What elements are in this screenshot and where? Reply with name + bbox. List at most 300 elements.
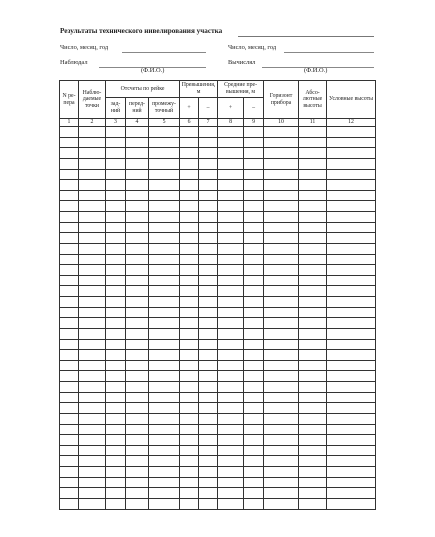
table-cell[interactable] <box>244 382 264 393</box>
table-cell[interactable] <box>126 339 149 350</box>
table-cell[interactable] <box>199 297 218 308</box>
table-cell[interactable] <box>244 371 264 382</box>
table-cell[interactable] <box>126 254 149 265</box>
table-cell[interactable] <box>299 254 327 265</box>
table-cell[interactable] <box>199 488 218 499</box>
table-cell[interactable] <box>180 169 199 180</box>
table-cell[interactable] <box>299 318 327 329</box>
table-cell[interactable] <box>149 243 180 254</box>
table-cell[interactable] <box>126 222 149 233</box>
table-cell[interactable] <box>180 350 199 361</box>
table-cell[interactable] <box>264 456 299 467</box>
table-cell[interactable] <box>60 328 79 339</box>
table-cell[interactable] <box>327 360 376 371</box>
table-cell[interactable] <box>180 297 199 308</box>
table-cell[interactable] <box>264 265 299 276</box>
table-cell[interactable] <box>149 339 180 350</box>
table-cell[interactable] <box>149 148 180 159</box>
table-cell[interactable] <box>106 233 126 244</box>
table-cell[interactable] <box>218 201 244 212</box>
table-cell[interactable] <box>79 371 106 382</box>
table-cell[interactable] <box>199 137 218 148</box>
table-cell[interactable] <box>79 137 106 148</box>
table-cell[interactable] <box>79 477 106 488</box>
table-cell[interactable] <box>264 403 299 414</box>
table-cell[interactable] <box>244 137 264 148</box>
table-cell[interactable] <box>218 360 244 371</box>
table-cell[interactable] <box>60 137 79 148</box>
table-cell[interactable] <box>199 328 218 339</box>
table-cell[interactable] <box>327 328 376 339</box>
table-cell[interactable] <box>327 297 376 308</box>
table-cell[interactable] <box>180 180 199 191</box>
table-cell[interactable] <box>299 233 327 244</box>
table-cell[interactable] <box>218 222 244 233</box>
table-cell[interactable] <box>180 254 199 265</box>
table-cell[interactable] <box>79 148 106 159</box>
table-cell[interactable] <box>244 318 264 329</box>
table-cell[interactable] <box>79 498 106 509</box>
table-cell[interactable] <box>199 477 218 488</box>
table-cell[interactable] <box>244 148 264 159</box>
table-cell[interactable] <box>60 254 79 265</box>
table-cell[interactable] <box>218 297 244 308</box>
table-cell[interactable] <box>327 158 376 169</box>
table-cell[interactable] <box>244 456 264 467</box>
table-cell[interactable] <box>126 212 149 223</box>
table-cell[interactable] <box>218 169 244 180</box>
table-cell[interactable] <box>126 158 149 169</box>
table-cell[interactable] <box>327 190 376 201</box>
table-cell[interactable] <box>60 318 79 329</box>
table-cell[interactable] <box>299 190 327 201</box>
table-cell[interactable] <box>299 467 327 478</box>
table-cell[interactable] <box>218 392 244 403</box>
table-cell[interactable] <box>60 212 79 223</box>
table-cell[interactable] <box>264 222 299 233</box>
table-cell[interactable] <box>299 413 327 424</box>
table-cell[interactable] <box>79 127 106 138</box>
table-cell[interactable] <box>299 243 327 254</box>
table-cell[interactable] <box>180 413 199 424</box>
table-cell[interactable] <box>106 286 126 297</box>
table-cell[interactable] <box>299 403 327 414</box>
table-cell[interactable] <box>199 360 218 371</box>
table-cell[interactable] <box>180 467 199 478</box>
table-cell[interactable] <box>244 243 264 254</box>
table-cell[interactable] <box>244 180 264 191</box>
table-cell[interactable] <box>199 456 218 467</box>
table-cell[interactable] <box>218 488 244 499</box>
table-cell[interactable] <box>60 190 79 201</box>
table-cell[interactable] <box>218 413 244 424</box>
table-cell[interactable] <box>244 403 264 414</box>
table-cell[interactable] <box>60 286 79 297</box>
table-cell[interactable] <box>327 169 376 180</box>
table-cell[interactable] <box>327 307 376 318</box>
table-cell[interactable] <box>60 339 79 350</box>
table-cell[interactable] <box>218 445 244 456</box>
table-cell[interactable] <box>60 498 79 509</box>
table-cell[interactable] <box>218 307 244 318</box>
table-cell[interactable] <box>106 360 126 371</box>
table-cell[interactable] <box>79 413 106 424</box>
table-cell[interactable] <box>149 158 180 169</box>
date-right-line[interactable] <box>284 52 374 53</box>
table-cell[interactable] <box>79 467 106 478</box>
table-cell[interactable] <box>218 190 244 201</box>
table-cell[interactable] <box>218 243 244 254</box>
table-cell[interactable] <box>149 382 180 393</box>
table-cell[interactable] <box>218 498 244 509</box>
table-cell[interactable] <box>149 392 180 403</box>
table-cell[interactable] <box>106 127 126 138</box>
table-cell[interactable] <box>149 371 180 382</box>
table-cell[interactable] <box>106 477 126 488</box>
table-cell[interactable] <box>79 222 106 233</box>
table-cell[interactable] <box>327 488 376 499</box>
table-cell[interactable] <box>299 328 327 339</box>
table-cell[interactable] <box>327 371 376 382</box>
table-cell[interactable] <box>180 243 199 254</box>
table-cell[interactable] <box>244 233 264 244</box>
table-cell[interactable] <box>60 148 79 159</box>
table-cell[interactable] <box>126 371 149 382</box>
table-cell[interactable] <box>149 424 180 435</box>
table-cell[interactable] <box>299 392 327 403</box>
table-cell[interactable] <box>264 371 299 382</box>
table-cell[interactable] <box>106 180 126 191</box>
table-cell[interactable] <box>244 275 264 286</box>
table-cell[interactable] <box>126 424 149 435</box>
table-cell[interactable] <box>126 456 149 467</box>
table-cell[interactable] <box>327 498 376 509</box>
table-cell[interactable] <box>264 148 299 159</box>
table-cell[interactable] <box>149 360 180 371</box>
table-cell[interactable] <box>299 286 327 297</box>
table-cell[interactable] <box>199 339 218 350</box>
table-cell[interactable] <box>149 307 180 318</box>
table-cell[interactable] <box>264 254 299 265</box>
table-cell[interactable] <box>244 424 264 435</box>
table-cell[interactable] <box>180 435 199 446</box>
table-cell[interactable] <box>327 233 376 244</box>
table-cell[interactable] <box>106 275 126 286</box>
table-cell[interactable] <box>79 297 106 308</box>
table-cell[interactable] <box>126 392 149 403</box>
table-cell[interactable] <box>60 488 79 499</box>
table-cell[interactable] <box>299 212 327 223</box>
table-cell[interactable] <box>126 498 149 509</box>
table-cell[interactable] <box>199 233 218 244</box>
table-cell[interactable] <box>126 190 149 201</box>
table-cell[interactable] <box>126 286 149 297</box>
table-cell[interactable] <box>60 158 79 169</box>
table-cell[interactable] <box>244 286 264 297</box>
table-cell[interactable] <box>180 488 199 499</box>
table-cell[interactable] <box>199 158 218 169</box>
table-cell[interactable] <box>149 212 180 223</box>
table-cell[interactable] <box>79 435 106 446</box>
table-cell[interactable] <box>126 297 149 308</box>
title-blank-line[interactable] <box>238 36 374 37</box>
table-cell[interactable] <box>79 328 106 339</box>
table-cell[interactable] <box>106 392 126 403</box>
table-cell[interactable] <box>218 286 244 297</box>
table-cell[interactable] <box>106 137 126 148</box>
table-cell[interactable] <box>79 233 106 244</box>
table-cell[interactable] <box>180 265 199 276</box>
table-cell[interactable] <box>149 445 180 456</box>
table-cell[interactable] <box>126 180 149 191</box>
table-cell[interactable] <box>106 498 126 509</box>
table-cell[interactable] <box>327 148 376 159</box>
table-cell[interactable] <box>106 243 126 254</box>
table-cell[interactable] <box>218 275 244 286</box>
table-cell[interactable] <box>79 212 106 223</box>
table-cell[interactable] <box>264 488 299 499</box>
table-cell[interactable] <box>180 328 199 339</box>
table-cell[interactable] <box>149 222 180 233</box>
table-cell[interactable] <box>218 212 244 223</box>
table-cell[interactable] <box>126 265 149 276</box>
table-cell[interactable] <box>199 190 218 201</box>
table-cell[interactable] <box>327 456 376 467</box>
table-cell[interactable] <box>149 127 180 138</box>
table-cell[interactable] <box>180 190 199 201</box>
table-cell[interactable] <box>60 445 79 456</box>
table-cell[interactable] <box>60 403 79 414</box>
table-cell[interactable] <box>149 233 180 244</box>
table-cell[interactable] <box>180 318 199 329</box>
table-cell[interactable] <box>299 169 327 180</box>
table-cell[interactable] <box>244 297 264 308</box>
table-cell[interactable] <box>106 254 126 265</box>
table-cell[interactable] <box>218 339 244 350</box>
table-cell[interactable] <box>149 413 180 424</box>
table-cell[interactable] <box>327 222 376 233</box>
table-cell[interactable] <box>180 137 199 148</box>
table-cell[interactable] <box>327 403 376 414</box>
table-cell[interactable] <box>299 456 327 467</box>
table-cell[interactable] <box>149 498 180 509</box>
table-cell[interactable] <box>199 243 218 254</box>
table-cell[interactable] <box>218 265 244 276</box>
table-cell[interactable] <box>244 360 264 371</box>
table-cell[interactable] <box>180 498 199 509</box>
table-cell[interactable] <box>106 297 126 308</box>
table-cell[interactable] <box>327 477 376 488</box>
table-cell[interactable] <box>264 382 299 393</box>
table-cell[interactable] <box>60 297 79 308</box>
table-cell[interactable] <box>244 201 264 212</box>
table-cell[interactable] <box>199 403 218 414</box>
table-cell[interactable] <box>79 350 106 361</box>
table-cell[interactable] <box>244 169 264 180</box>
table-cell[interactable] <box>126 445 149 456</box>
table-cell[interactable] <box>264 339 299 350</box>
table-cell[interactable] <box>264 243 299 254</box>
table-cell[interactable] <box>327 467 376 478</box>
table-cell[interactable] <box>244 339 264 350</box>
table-cell[interactable] <box>199 265 218 276</box>
table-cell[interactable] <box>264 180 299 191</box>
table-cell[interactable] <box>60 371 79 382</box>
table-cell[interactable] <box>79 445 106 456</box>
table-cell[interactable] <box>180 286 199 297</box>
table-cell[interactable] <box>106 265 126 276</box>
table-cell[interactable] <box>79 488 106 499</box>
table-cell[interactable] <box>79 318 106 329</box>
table-cell[interactable] <box>60 424 79 435</box>
table-cell[interactable] <box>60 467 79 478</box>
table-cell[interactable] <box>264 137 299 148</box>
table-cell[interactable] <box>126 477 149 488</box>
table-cell[interactable] <box>264 201 299 212</box>
table-cell[interactable] <box>106 222 126 233</box>
table-cell[interactable] <box>126 137 149 148</box>
table-cell[interactable] <box>218 382 244 393</box>
table-cell[interactable] <box>264 413 299 424</box>
date-left-line[interactable] <box>122 52 206 53</box>
table-cell[interactable] <box>327 265 376 276</box>
table-cell[interactable] <box>264 318 299 329</box>
table-cell[interactable] <box>264 424 299 435</box>
table-cell[interactable] <box>126 382 149 393</box>
table-cell[interactable] <box>149 477 180 488</box>
table-cell[interactable] <box>244 413 264 424</box>
table-cell[interactable] <box>79 201 106 212</box>
table-cell[interactable] <box>264 286 299 297</box>
table-cell[interactable] <box>218 350 244 361</box>
table-cell[interactable] <box>327 212 376 223</box>
table-cell[interactable] <box>126 201 149 212</box>
table-cell[interactable] <box>199 180 218 191</box>
table-cell[interactable] <box>60 243 79 254</box>
table-cell[interactable] <box>126 488 149 499</box>
table-cell[interactable] <box>149 456 180 467</box>
table-cell[interactable] <box>149 318 180 329</box>
table-cell[interactable] <box>264 275 299 286</box>
table-cell[interactable] <box>199 169 218 180</box>
table-cell[interactable] <box>126 360 149 371</box>
table-cell[interactable] <box>180 275 199 286</box>
table-cell[interactable] <box>60 350 79 361</box>
table-cell[interactable] <box>149 435 180 446</box>
table-cell[interactable] <box>106 413 126 424</box>
table-cell[interactable] <box>60 456 79 467</box>
table-cell[interactable] <box>106 328 126 339</box>
table-cell[interactable] <box>79 265 106 276</box>
table-cell[interactable] <box>264 212 299 223</box>
table-cell[interactable] <box>180 233 199 244</box>
table-cell[interactable] <box>199 445 218 456</box>
table-cell[interactable] <box>199 382 218 393</box>
table-cell[interactable] <box>218 328 244 339</box>
table-cell[interactable] <box>79 190 106 201</box>
table-cell[interactable] <box>299 148 327 159</box>
table-cell[interactable] <box>327 392 376 403</box>
table-cell[interactable] <box>218 435 244 446</box>
table-cell[interactable] <box>79 307 106 318</box>
table-cell[interactable] <box>79 403 106 414</box>
table-cell[interactable] <box>199 467 218 478</box>
table-cell[interactable] <box>149 286 180 297</box>
table-cell[interactable] <box>180 148 199 159</box>
table-cell[interactable] <box>180 456 199 467</box>
table-cell[interactable] <box>299 137 327 148</box>
table-cell[interactable] <box>327 445 376 456</box>
table-cell[interactable] <box>244 392 264 403</box>
table-cell[interactable] <box>126 435 149 446</box>
table-cell[interactable] <box>199 435 218 446</box>
table-cell[interactable] <box>106 318 126 329</box>
table-cell[interactable] <box>244 254 264 265</box>
table-cell[interactable] <box>218 148 244 159</box>
table-cell[interactable] <box>126 233 149 244</box>
table-cell[interactable] <box>149 350 180 361</box>
table-cell[interactable] <box>106 212 126 223</box>
table-cell[interactable] <box>218 318 244 329</box>
table-cell[interactable] <box>60 127 79 138</box>
table-cell[interactable] <box>126 275 149 286</box>
table-cell[interactable] <box>327 254 376 265</box>
table-cell[interactable] <box>60 360 79 371</box>
table-cell[interactable] <box>79 456 106 467</box>
table-cell[interactable] <box>60 233 79 244</box>
table-cell[interactable] <box>199 275 218 286</box>
table-cell[interactable] <box>218 254 244 265</box>
table-cell[interactable] <box>106 158 126 169</box>
table-cell[interactable] <box>327 435 376 446</box>
table-cell[interactable] <box>199 212 218 223</box>
table-cell[interactable] <box>106 456 126 467</box>
table-cell[interactable] <box>264 169 299 180</box>
table-cell[interactable] <box>60 201 79 212</box>
table-cell[interactable] <box>264 233 299 244</box>
table-cell[interactable] <box>327 424 376 435</box>
table-cell[interactable] <box>126 169 149 180</box>
table-cell[interactable] <box>149 201 180 212</box>
table-cell[interactable] <box>149 190 180 201</box>
table-cell[interactable] <box>180 212 199 223</box>
table-cell[interactable] <box>79 424 106 435</box>
table-cell[interactable] <box>199 413 218 424</box>
table-cell[interactable] <box>264 350 299 361</box>
table-cell[interactable] <box>327 137 376 148</box>
table-cell[interactable] <box>180 339 199 350</box>
table-cell[interactable] <box>299 382 327 393</box>
table-cell[interactable] <box>199 254 218 265</box>
table-cell[interactable] <box>327 382 376 393</box>
table-cell[interactable] <box>327 339 376 350</box>
table-cell[interactable] <box>79 392 106 403</box>
table-cell[interactable] <box>218 233 244 244</box>
table-cell[interactable] <box>79 254 106 265</box>
table-cell[interactable] <box>299 127 327 138</box>
table-cell[interactable] <box>149 180 180 191</box>
table-cell[interactable] <box>60 222 79 233</box>
table-cell[interactable] <box>60 382 79 393</box>
table-cell[interactable] <box>79 169 106 180</box>
table-cell[interactable] <box>327 350 376 361</box>
table-cell[interactable] <box>106 424 126 435</box>
table-cell[interactable] <box>327 127 376 138</box>
table-cell[interactable] <box>79 360 106 371</box>
table-cell[interactable] <box>199 201 218 212</box>
table-cell[interactable] <box>60 265 79 276</box>
table-cell[interactable] <box>60 392 79 403</box>
